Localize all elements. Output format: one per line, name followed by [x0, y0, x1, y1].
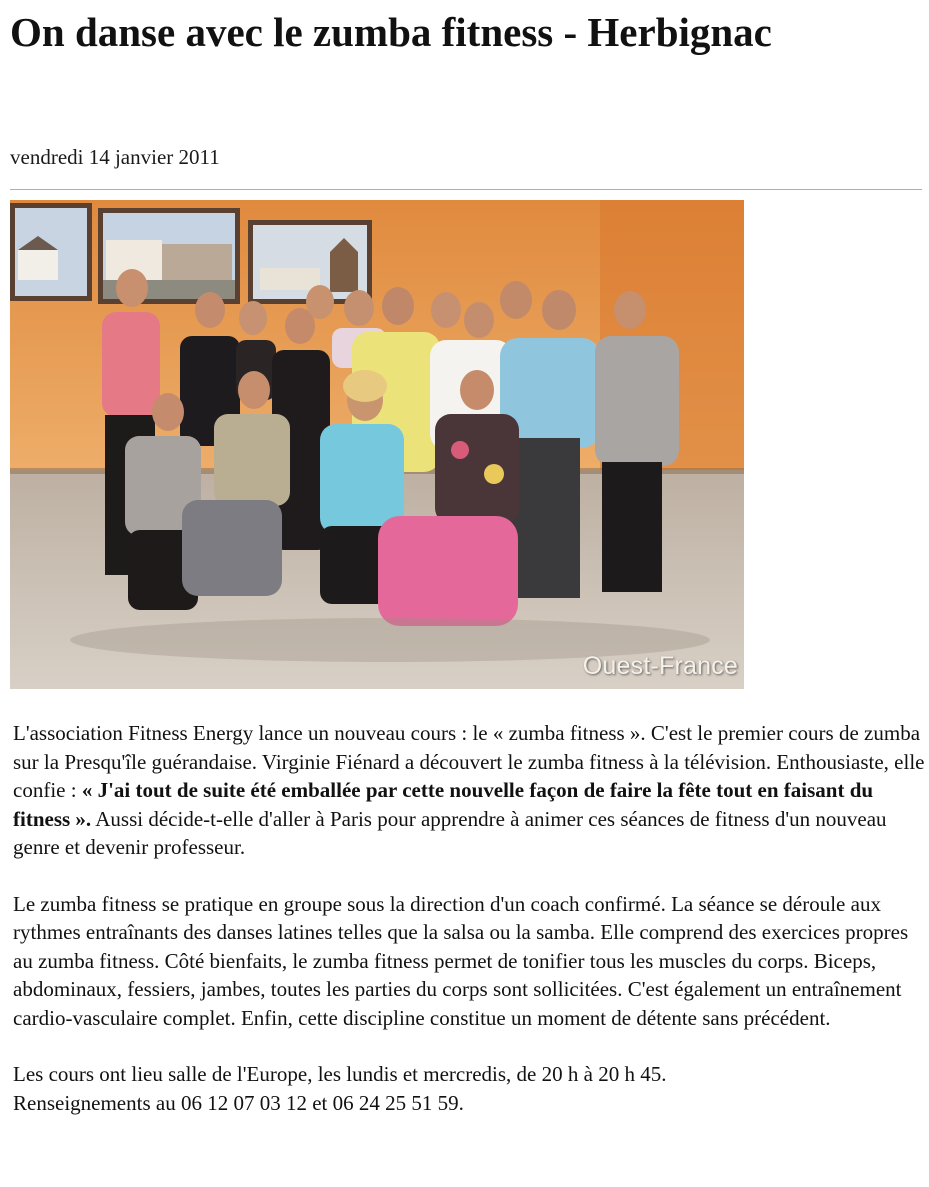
article-body [13, 719, 925, 1145]
paragraph-3 [13, 1060, 925, 1117]
photo-credit: Ouest-France [582, 652, 738, 680]
paragraph-1-intro: L'association Fitness Energy lance un nouveau cours : le « zumba fitness ». C'est le premier cours de zumba sur la Presqu'île guérandaise. Virginie Fiénard a découvert le zumba fitness à la télévision. Enthousiaste, elle confie : [13, 721, 925, 802]
schedule-line: Les cours ont lieu salle de l'Europe, les lundis et mercredis, de 20 h à 20 h 45. [13, 1062, 667, 1086]
group-photo-illustration [10, 200, 744, 689]
quote: « J'ai tout de suite été emballée par cette nouvelle façon de faire la fête tout en faisant du fitness ». [13, 778, 874, 831]
paragraph-1 [13, 719, 925, 862]
paragraph-1-outro: Aussi décide-t-elle d'aller à Paris pour apprendre à animer ces séances de fitness d'un nouveau genre et devenir professeur. [13, 806, 887, 859]
contact-line: Renseignements au 06 12 07 03 12 et 06 24 25 51 59. [13, 1090, 464, 1115]
article-photo [10, 200, 744, 689]
header-divider [10, 189, 922, 190]
painting-1 [10, 203, 92, 301]
article-date: vendredi 14 janvier 2011 [10, 145, 220, 169]
article-title: On danse avec le zumba fitness - Herbignac [10, 9, 772, 55]
paragraph-2: Le zumba fitness se pratique en groupe sous la direction d'un coach confirmé. La séance se déroule aux rythmes entraînants des danses latines telles que la salsa ou la samba. Elle comprend des exercices propres au zumba fitness. Côté bienfaits, le zumba fitness permet de tonifier tous les muscles du corps. Biceps, abdominaux, fessiers, jambes, toutes les parties du corps sont sollicitées. C'est également un entraînement cardio-vasculaire complet. Enfin, cette discipline constitue un moment de détente sans précédent. [13, 891, 909, 1030]
